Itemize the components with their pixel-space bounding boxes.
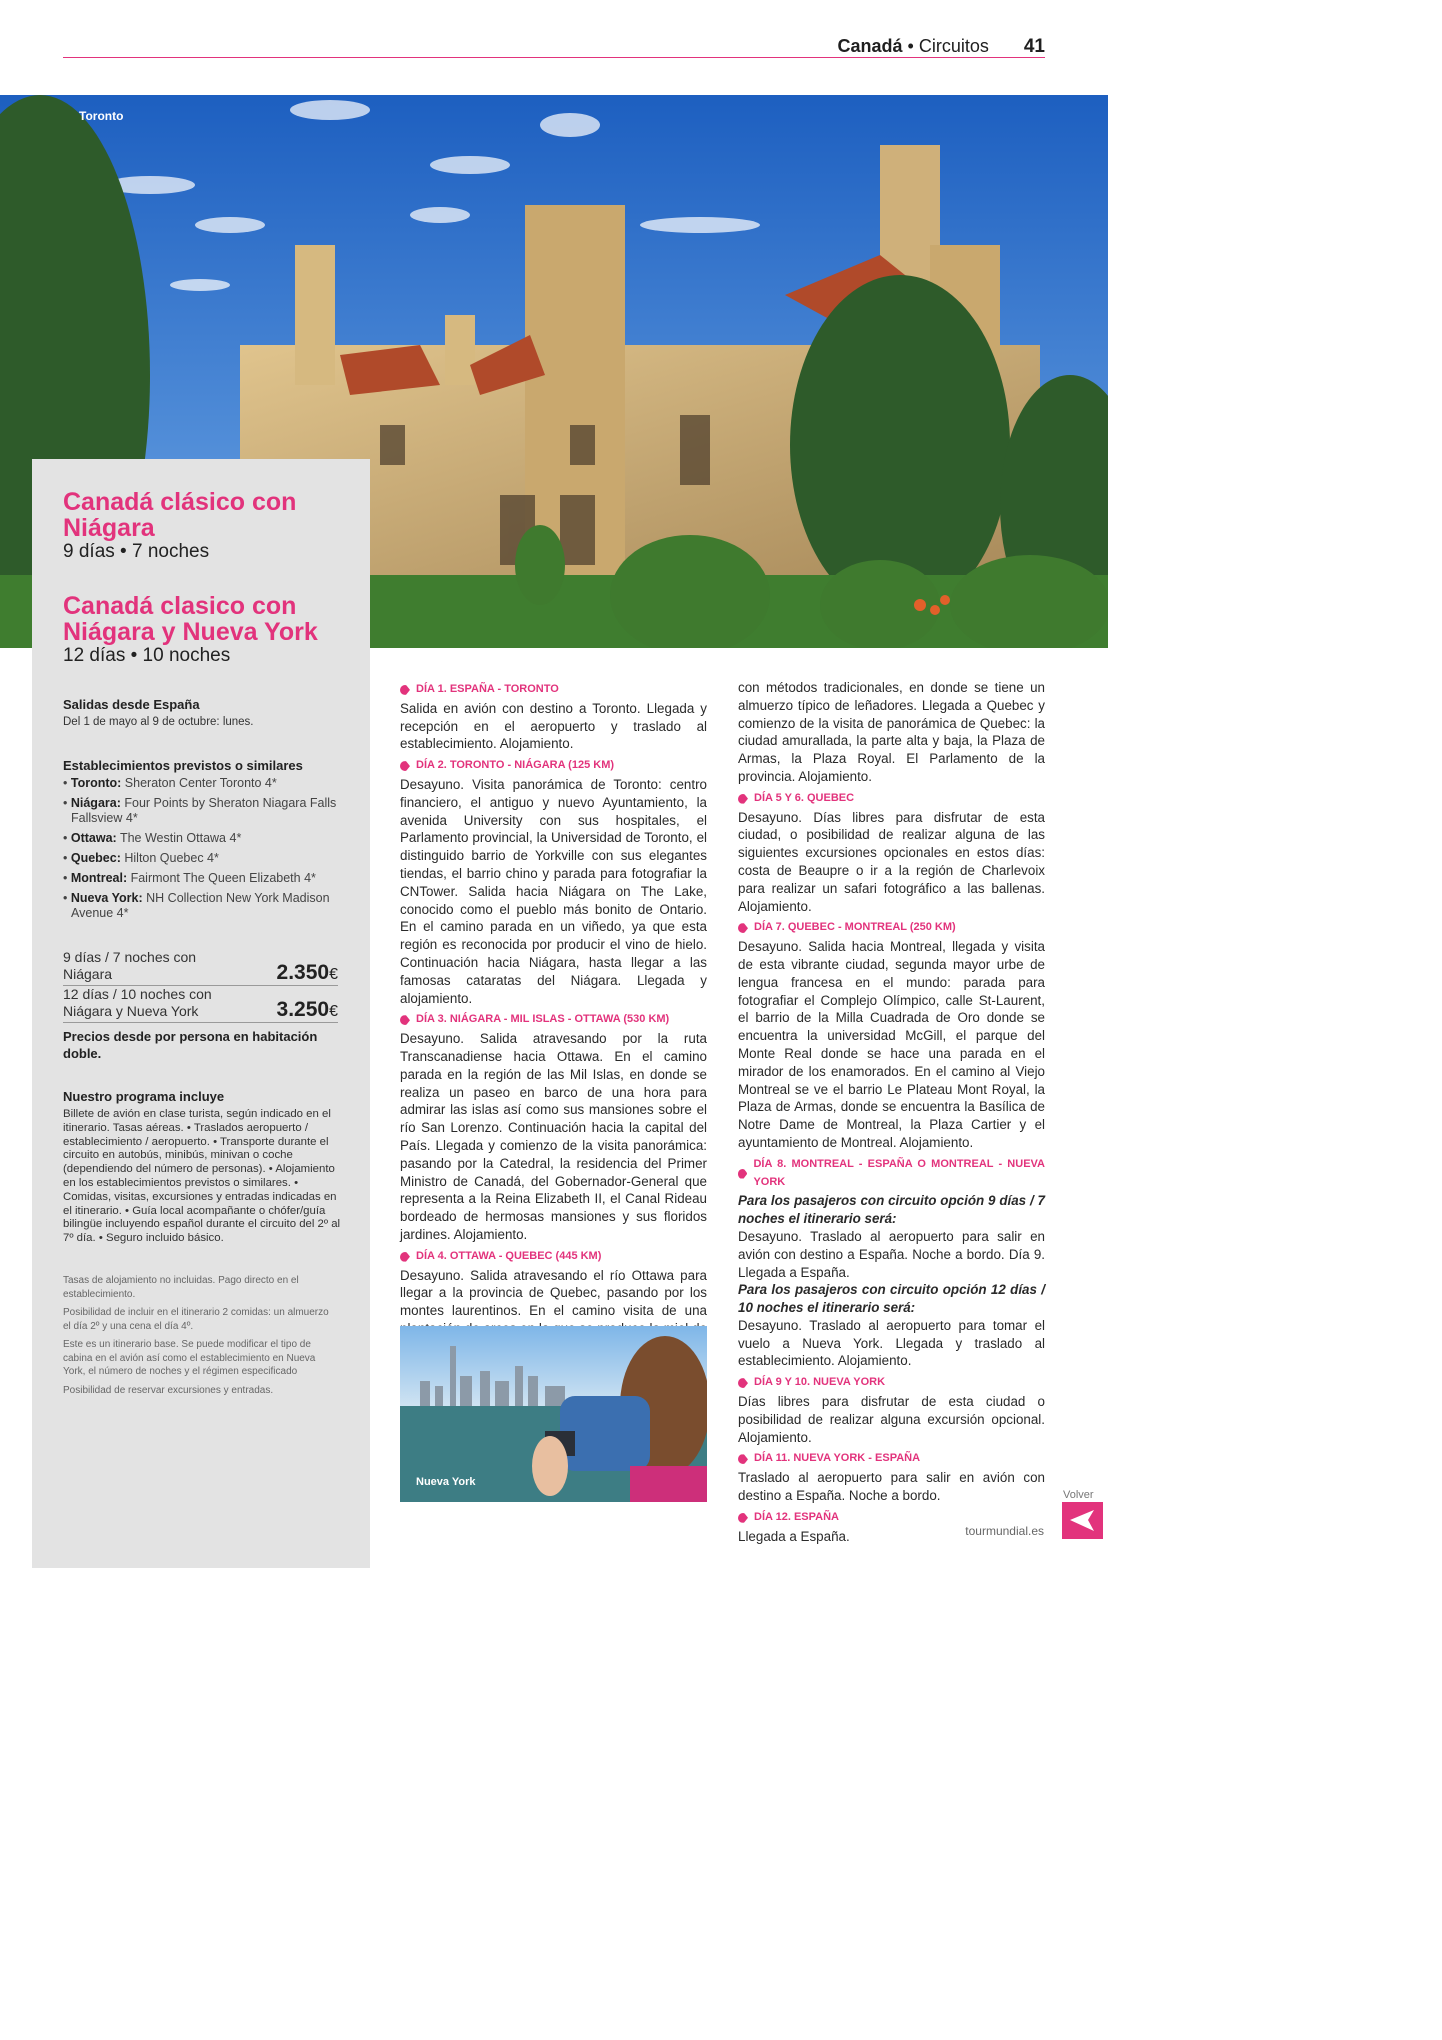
day-heading: DÍA 9 Y 10. NUEVA YORK	[738, 1374, 1045, 1392]
includes-text: Billete de avión en clase turista, según indicado en el itinerario. Tasas aéreas. • Traslados aeropuerto / establecimiento / aeropuerto. • Transporte durante el circuito en autobús, minibús, minivan o coche (dependiendo del número de personas). • Alojamiento en los establecimientos previstos o similares. • Comidas, visitas, excursiones y entradas indicadas en el itinerario. • Guía local acompañante o chófer/guía bilingüe incluyendo español durante el circuito del 2º al 7º día. • Seguro incluido básico.	[63, 1108, 341, 1245]
day-heading: DÍA 3. NIÁGARA - MIL ISLAS - OTTAWA (530 KM)	[400, 1011, 707, 1029]
bullet-icon	[738, 1454, 748, 1464]
photo-caption: Nueva York	[416, 1476, 476, 1488]
header-section: Circuitos	[918, 36, 989, 56]
price-row	[63, 949, 338, 986]
tour-duration-1: 9 días • 7 noches	[63, 541, 210, 562]
hotel-item: • Quebec: Hilton Quebec 4*	[63, 851, 219, 865]
price-label: 12 días / 10 noches con Niágara y Nueva York	[63, 986, 212, 1019]
day-text: Desayuno. Traslado al aeropuerto para salir en avión con destino a España. Noche a bordo. Día 9. Llegada a España.	[738, 1228, 1045, 1280]
hotel-item: • Ottawa: The Westin Ottawa 4*	[63, 831, 242, 845]
hotels-heading: Establecimientos previstos o similares	[63, 758, 303, 773]
hotel-item: • Nueva York: NH Collection New York Madison Avenue 4*	[63, 891, 330, 920]
price-value: 3.250€	[276, 998, 338, 1021]
price-label: 9 días / 7 noches con Niágara	[63, 949, 197, 982]
day-heading: DÍA 12. ESPAÑA	[738, 1509, 1045, 1527]
itinerary-col-1	[400, 677, 707, 1355]
page-header	[63, 36, 1045, 58]
site-link[interactable]: tourmundial.es	[965, 1524, 1044, 1538]
day-heading: DÍA 5 Y 6. QUEBEC	[738, 790, 1045, 808]
price-note: Precios desde por persona en habitación doble.	[63, 1029, 318, 1061]
info-sidebar	[32, 459, 370, 1568]
day-text: Traslado al aeropuerto para salir en avión con destino a España. Noche a bordo.	[738, 1470, 1045, 1504]
day-heading: DÍA 1. ESPAÑA - TORONTO	[400, 681, 707, 699]
hero-caption: Toronto	[79, 109, 124, 123]
bullet-icon	[400, 1252, 410, 1262]
day-text: Días libres para disfrutar de esta ciudad o posibilidad de realizar alguna excursión opcional. Alojamiento.	[738, 1394, 1045, 1445]
bullet-icon	[400, 761, 410, 771]
day-text: Desayuno. Días libres para disfrutar de esta ciudad, o posibilidad de realizar alguna de las siguientes excursiones opcionales en estos días: costa de Beaupre o ir a la región de Charlevoix para realizar un safari fotográfico a las ballenas. Alojamiento.	[738, 809, 1045, 914]
price-row	[63, 986, 338, 1023]
bullet-icon	[738, 1378, 748, 1388]
note-item: Tasas de alojamiento no incluidas. Pago directo en el establecimiento.	[63, 1275, 299, 1300]
note-item: Posibilidad de incluir en el itinerario 2 comidas: un almuerzo el día 2º y una cena el día 4º.	[63, 1307, 329, 1332]
day-option-heading: Para los pasajeros con circuito opción 9 días / 7 noches el itinerario será:	[738, 1193, 1045, 1227]
header-country: Canadá	[837, 36, 903, 56]
note-item: Posibilidad de reservar excursiones y entradas.	[63, 1384, 274, 1396]
day-option-heading: Para los pasajeros con circuito opción 12 días / 10 noches el itinerario será:	[738, 1282, 1045, 1316]
bullet-icon	[738, 1169, 747, 1179]
day-text: Desayuno. Salida atravesando por la ruta Transcanadiense hacia Ottawa. En el camino parada en la región de las Mil Islas, en donde se realiza un paseo en barco de una hora para admirar las islas así como sus mansiones sobre el río San Lorenzo. Continuación hacia la capital del País. Llegada y comienzo de la visita panorámica: pasando por la Catedral, la residencia del Primer Ministro de Canadá, del Gobernador-General que representa a la Reina Elizabeth II, el Canal Rideau bordeado de hermosas mansiones y sus floridos jardines. Alojamiento.	[400, 1031, 707, 1242]
bullet-icon	[738, 923, 748, 933]
bullet-icon	[738, 1513, 748, 1523]
back-label[interactable]: Volver	[1063, 1489, 1094, 1501]
header-rule	[63, 57, 1045, 58]
header-sep: •	[907, 36, 914, 56]
page-number: 41	[1023, 36, 1045, 57]
hotels-list	[63, 776, 343, 921]
tour-title-1: Canadá clásico con Niágara	[63, 488, 297, 542]
day-text: Llegada a España.	[738, 1528, 850, 1544]
day-text: Desayuno. Traslado al aeropuerto para tomar el vuelo a Nueva York. Llegada y traslado al establecimiento. Alojamiento.	[738, 1317, 1045, 1369]
tour-duration-2: 12 días • 10 noches	[63, 645, 231, 666]
bullet-icon	[400, 685, 410, 695]
note-item: Este es un itinerario base. Se puede modificar el tipo de cabina en el avión así como el establecimiento en Nueva York, el número de noches y el régimen especificado	[63, 1339, 316, 1377]
day-heading: DÍA 4. OTTAWA - QUEBEC (445 KM)	[400, 1248, 707, 1266]
arrow-left-icon	[1062, 1502, 1103, 1539]
tour-title-2: Canadá clasico con Niágara y Nueva York	[63, 592, 318, 646]
day-heading: DÍA 11. NUEVA YORK - ESPAÑA	[738, 1450, 1045, 1468]
day-heading: DÍA 7. QUEBEC - MONTREAL (250 KM)	[738, 919, 1045, 937]
day-text: con métodos tradicionales, en donde se tiene un almuerzo típico de leñadores. Llegada a Quebec y comienzo de la visita de panorámica de Quebec: la ciudad amurallada, la parte alta y baja, la Plaza de Armas, la Plaza Royal. El Parlamento de la provincia. Alojamiento.	[738, 680, 1045, 784]
header-title	[837, 36, 1045, 58]
price-value: 2.350€	[276, 961, 338, 984]
day-text: Desayuno. Visita panorámica de Toronto: centro financiero, el antiguo y nuevo Ayuntamiento, la avenida University con sus hospitales, el Parlamento provincial, la Universidad de Toronto, el distinguido barrio de Yorkville con sus elegantes tiendas, el barrio chino y parada para fotografiar la CNTower. Salida hacia Niágara on The Lake, conocido como el pueblo más bonito de Ontario. En el camino parada en un viñedo, ya que esta región es reconocida por producir el vino de hielo. Continuación hacia Niágara, hasta llegar a las famosas cataratas del Niágara. Llegada y alojamiento.	[400, 776, 707, 1006]
hotel-item: • Niágara: Four Points by Sheraton Niagara Falls Fallsview 4*	[63, 796, 337, 825]
hotel-item: • Toronto: Sheraton Center Toronto 4*	[63, 776, 277, 790]
includes-heading: Nuestro programa incluye	[63, 1089, 225, 1104]
day-heading: DÍA 8. MONTREAL - ESPAÑA O MONTREAL - NUEVA YORK	[738, 1156, 1045, 1192]
day-text: Desayuno. Salida hacia Montreal, llegada y visita de esta vibrante ciudad, segunda mayor urbe de lengua francesa en el mundo: parada para fotografiar el Complejo Olímpico, calle St-Laurent, el barrio de la Milla Cuadrada de Oro donde se encuentra la universidad McGill, el parque del Monte Real donde se hace una parada en el mirador de los enamorados. En el camino al Viejo Montreal se ve el barrio Le Plateau Mont Royal, la Plaza de Armas, donde se encuentra la Basílica de Notre Dame de Montreal, la Plaza Cartier y el ayuntamiento de Montreal. Alojamiento.	[738, 939, 1045, 1150]
bullet-icon	[738, 794, 748, 804]
bullet-icon	[400, 1015, 410, 1025]
back-button[interactable]	[1062, 1502, 1103, 1539]
day-text: Salida en avión con destino a Toronto. Llegada y recepción en el aeropuerto y traslado al establecimiento. Alojamiento.	[400, 700, 707, 752]
day-heading: DÍA 2. TORONTO - NIÁGARA (125 KM)	[400, 757, 707, 775]
salidas-heading: Salidas desde España	[63, 697, 200, 712]
itinerary-col-2	[738, 679, 1045, 1545]
day-text: Desayuno. Salida atravesando el río Ottawa para llegar a la provincia de Quebec, pasando por los montes laurentinos. En el camino visita de una	[400, 1267, 707, 1319]
salidas-text: Del 1 de mayo al 9 de octubre: lunes.	[63, 716, 254, 728]
hotel-item: • Montreal: Fairmont The Queen Elizabeth 4*	[63, 871, 316, 885]
